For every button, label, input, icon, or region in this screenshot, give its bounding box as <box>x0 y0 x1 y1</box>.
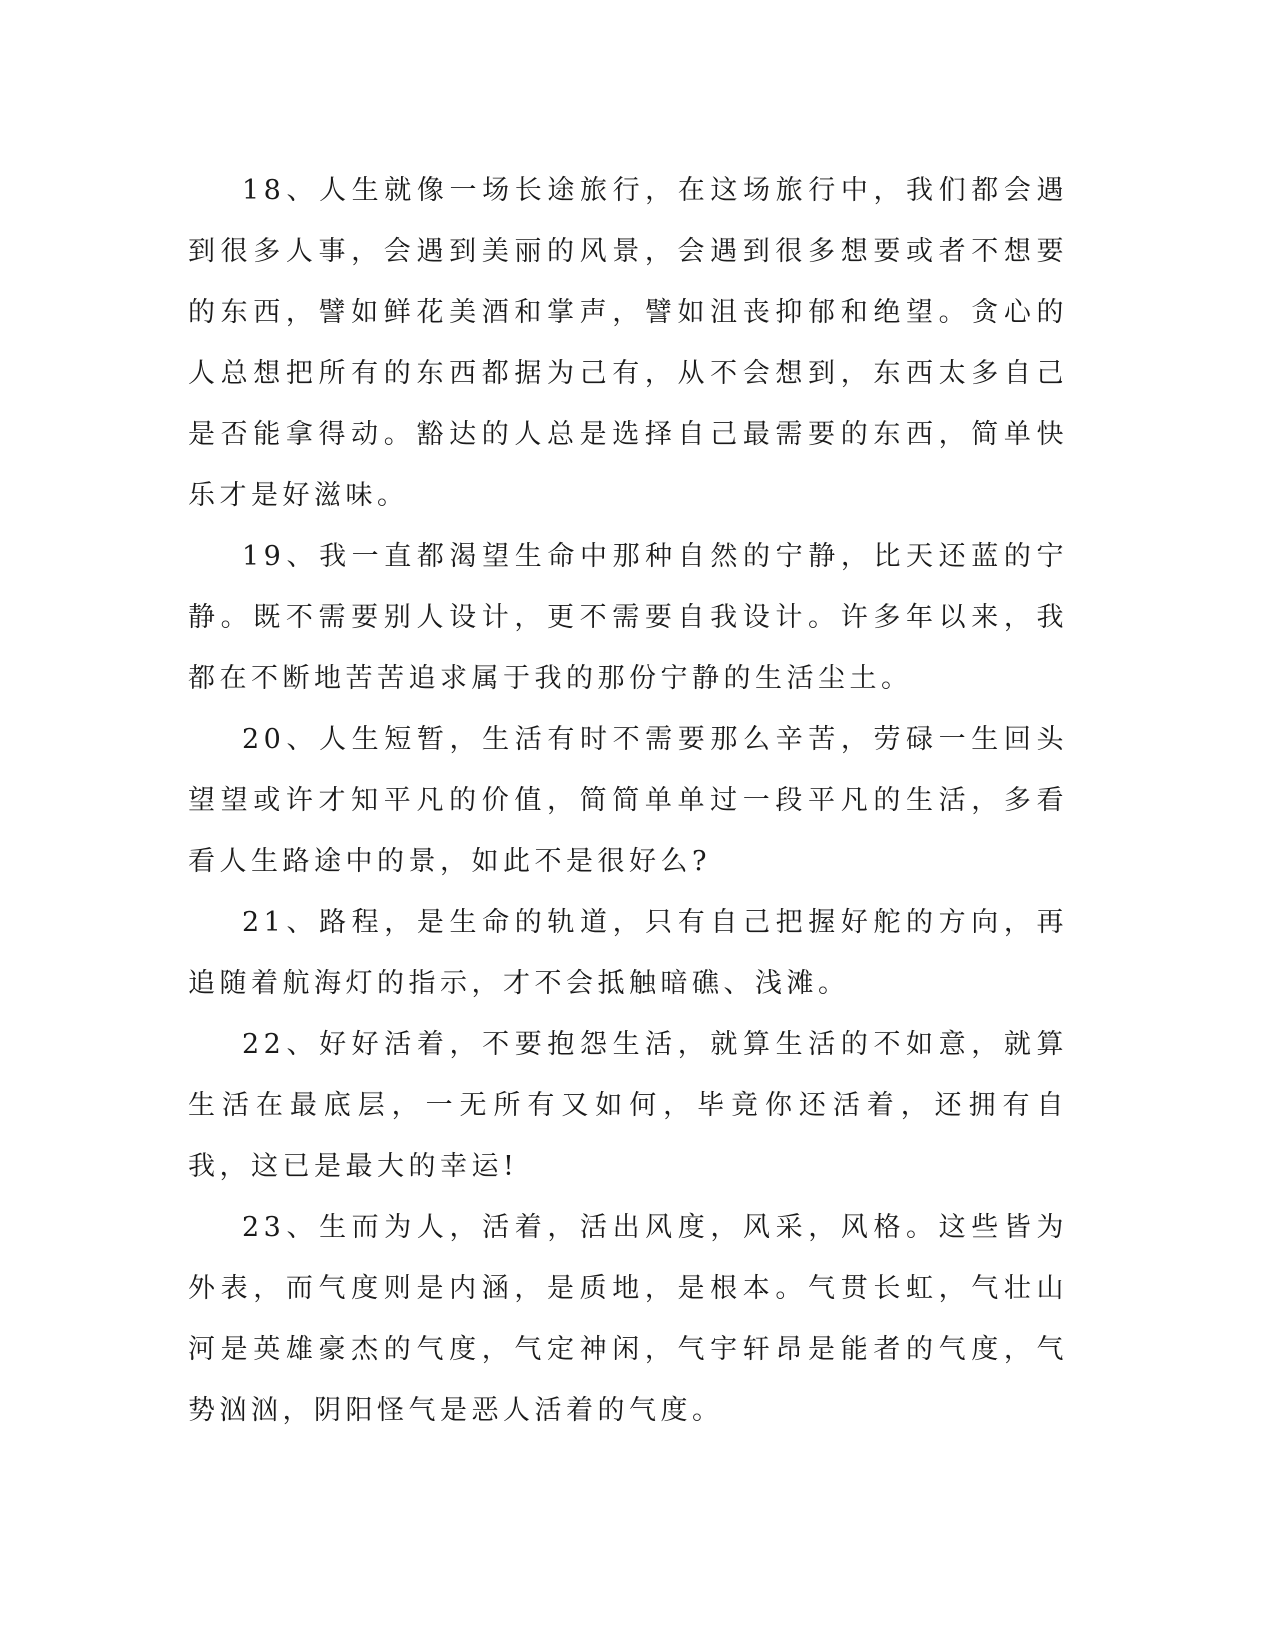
paragraph-23: 23、生而为人，活着，活出风度，风采，风格。这些皆为外表，而气度则是内涵，是质地，是根本。气贯长虹，气壮山河是英雄豪杰的气度，气定神闲，气宇轩昂是能者的气度，气势汹汹，阴阳怪气是恶人活着的气度。 <box>188 1212 1068 1426</box>
paragraph-19: 19、我一直都渴望生命中那种自然的宁静，比天还蓝的宁静。既不需要别人设计，更不需要自我设计。许多年以来，我都在不断地苦苦追求属于我的那份宁静的生活尘土。 <box>188 541 1068 694</box>
paragraph-22: 22、好好活着，不要抱怨生活，就算生活的不如意，就算生活在最底层，一无所有又如何，毕竟你还活着，还拥有自我，这已是最大的幸运! <box>188 1029 1068 1182</box>
paragraph-20: 20、人生短暂，生活有时不需要那么辛苦，劳碌一生回头望望或许才知平凡的价值，简简单单过一段平凡的生活，多看看人生路途中的景，如此不是很好么? <box>188 724 1068 877</box>
paragraph-21: 21、路程，是生命的轨道，只有自己把握好舵的方向，再追随着航海灯的指示，才不会抵触暗礁、浅滩。 <box>188 907 1068 999</box>
paragraph-18: 18、人生就像一场长途旅行，在这场旅行中，我们都会遇到很多人事，会遇到美丽的风景，会遇到很多想要或者不想要的东西，譬如鲜花美酒和掌声，譬如沮丧抑郁和绝望。贪心的人总想把所有的东西都据为己有，从不会想到，东西太多自己是否能拿得动。豁达的人总是选择自己最需要的东西，简单快乐才是好滋味。 <box>188 175 1068 511</box>
document-body <box>188 160 1068 1441</box>
